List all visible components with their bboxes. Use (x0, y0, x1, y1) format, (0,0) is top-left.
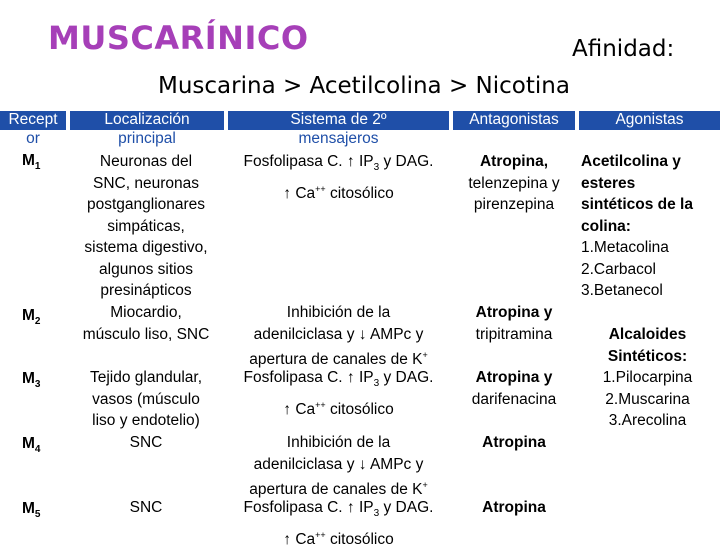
receptor-m4: $M_4$ (22, 435, 41, 456)
location-m4: SNC (129, 434, 163, 451)
receptor-m5: $M_5$ (22, 500, 41, 521)
agonists-upper: Acetilcolina y esteres sintéticos de la colina: 1.Metacolina 2.Carbacol 3.Betanecol (581, 153, 693, 299)
header-location-2: principal (118, 130, 176, 147)
receptor-m2: $M_2$ (22, 307, 41, 328)
location-m1: Neuronas del SNC, neuronas postganglionares simpáticas, sistema digestivo, algunos sitios presinápticos (84, 153, 208, 299)
receptor-m1: $M_1$ (22, 152, 41, 173)
antagonists-m3: Atropina y darifenacina (471, 369, 557, 408)
receptor-m3: $M_3$ (22, 370, 41, 391)
antagonists-m1: Atropina, telenzepina y pirenzepina (468, 153, 560, 213)
antagonists-m4: Atropina (482, 434, 546, 451)
affinity-order: Muscarina > Acetilcolina > Nicotina (158, 73, 570, 99)
messengers-m4: Inhibición de la adenilciclasa y ↓ AMPc y apertura de canales de K+ (249, 434, 428, 499)
header-messengers-1: Sistema de 2º (290, 111, 387, 128)
header-receptor-1: Recept (8, 111, 58, 128)
location-m2: Miocardio, músculo liso, SNC (82, 304, 210, 343)
messengers-m3: Fosfolipasa C. ↑ $IP_3$ y DAG. ↑ Ca++ citosólico (243, 369, 434, 418)
location-m5: SNC (129, 499, 163, 516)
antagonists-m5: Atropina (482, 499, 546, 516)
header-agonists: Agonistas (615, 111, 684, 128)
header-receptor-2: or (26, 130, 40, 147)
messengers-m1: Fosfolipasa C. ↑ $IP_3$ y DAG. ↑ Ca++ citosólico (243, 153, 434, 202)
messengers-m2: Inhibición de la adenilciclasa y ↓ AMPc y apertura de canales de K+ (249, 304, 428, 369)
header-messengers-2: mensajeros (298, 130, 379, 147)
messengers-m5: Fosfolipasa C. ↑ $IP_3$ y DAG. ↑ Ca++ citosólico (243, 499, 434, 548)
header-antagonists: Antagonistas (469, 111, 559, 128)
location-m3: Tejido glandular, vasos (músculo liso y endotelio) (89, 369, 203, 429)
antagonists-m2: Atropina y tripitramina (475, 304, 553, 343)
page-title: MUSCARÍNICO (48, 19, 309, 57)
affinity-label: Afinidad: (572, 36, 675, 62)
header-location-1: Localización (104, 111, 190, 128)
agonists-lower: Alcaloides Sintéticos: 1.Pilocarpina 2.Muscarina 3.Arecolina (602, 326, 693, 429)
